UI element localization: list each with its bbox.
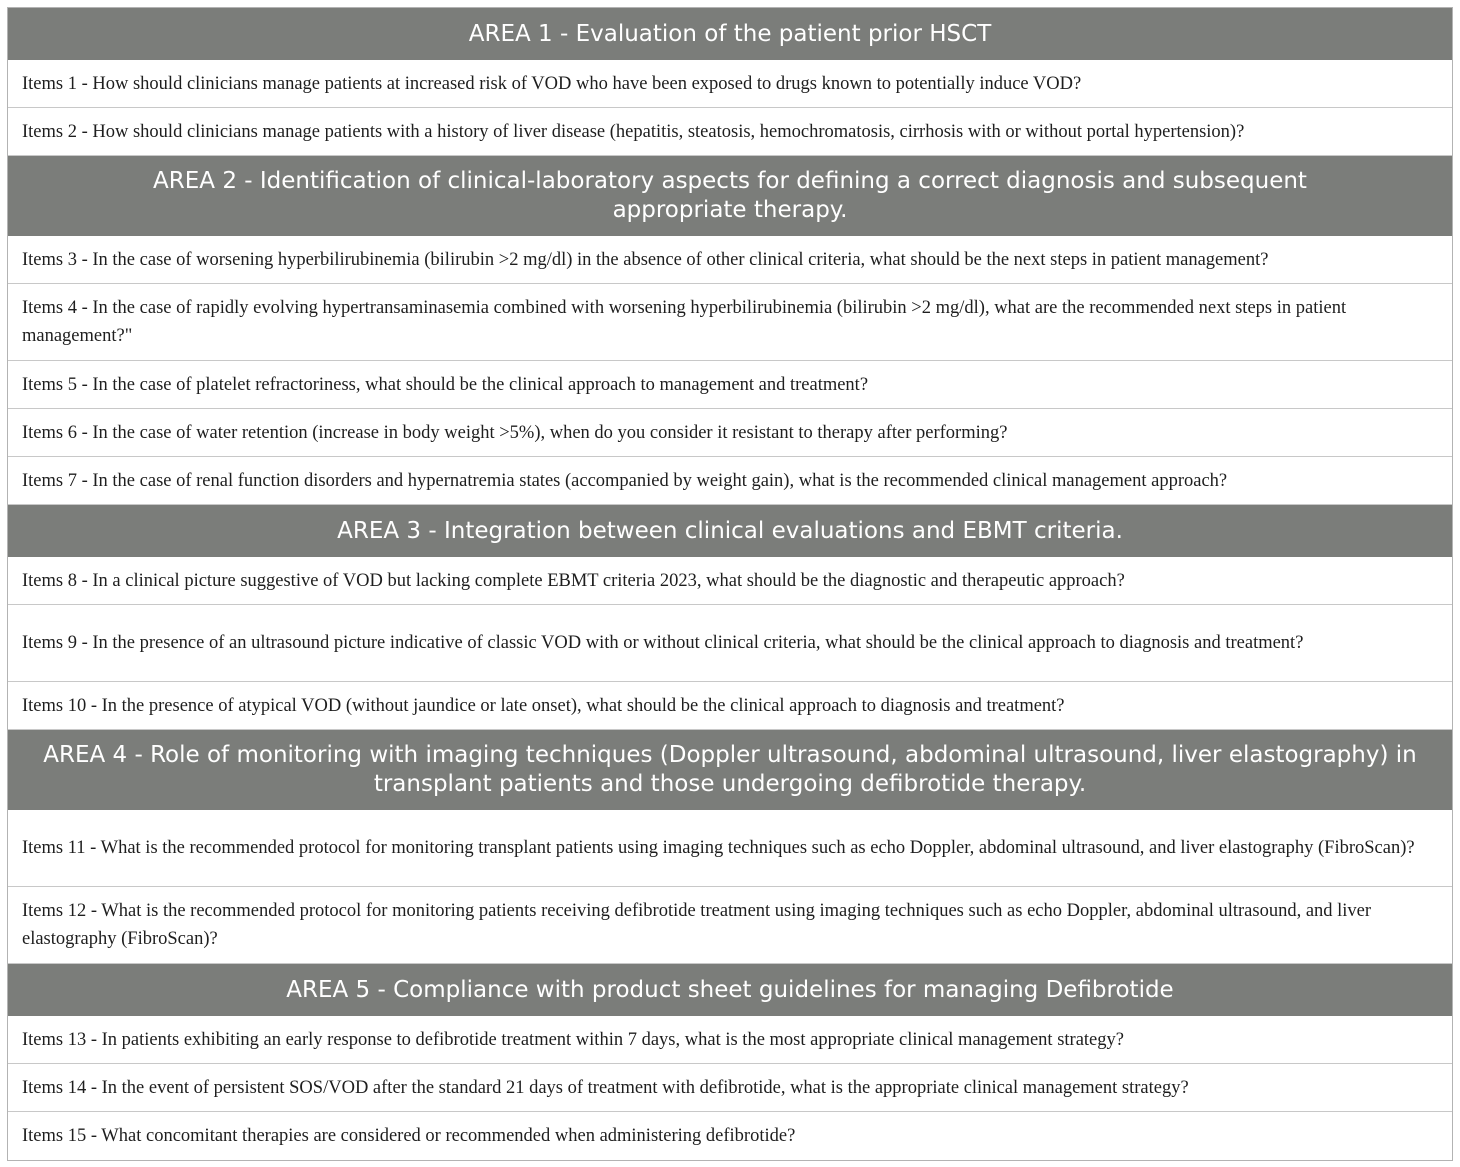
area-1-title: AREA 1 - Evaluation of the patient prior HSCT: [468, 20, 992, 47]
table-row: [8, 887, 1452, 964]
area-3-title: AREA 3 - Integration between clinical evaluations and EBMT criteria.: [337, 517, 1123, 544]
table-row: [8, 557, 1452, 605]
area-2-header: [8, 156, 1452, 236]
area-4-title: AREA 4 - Role of monitoring with imaging techniques (Doppler ultrasound, abdominal ultrasound, liver elastography) in transplant patients and those undergoing defibrotide therapy.: [43, 742, 1417, 797]
area-5-header: [8, 964, 1452, 1016]
area-2-title: AREA 2 - Identification of clinical-laboratory aspects for defining a correct diagnosis and subsequent appropriate therapy.: [153, 168, 1307, 223]
table-row: [8, 108, 1452, 156]
area-1-header: [8, 8, 1452, 60]
table-row: [8, 361, 1452, 409]
area-5-title: AREA 5 - Compliance with product sheet guidelines for managing Defibrotide: [286, 976, 1174, 1003]
item-2-text: Items 2 - How should clinicians manage patients with a history of liver disease (hepatitis, steatosis, hemochromatosis, cirrhosis with or without portal hypertension)?: [22, 121, 1245, 142]
table-row: [8, 457, 1452, 505]
table-row: [8, 284, 1452, 361]
item-14-text: Items 14 - In the event of persistent SOS/VOD after the standard 21 days of treatment with defibrotide, what is the appropriate clinical management strategy?: [22, 1077, 1189, 1098]
consensus-items-table: [7, 7, 1453, 1161]
table-row: [8, 682, 1452, 730]
item-5-text: Items 5 - In the case of platelet refractoriness, what should be the clinical approach to management and treatment?: [22, 374, 869, 395]
table-row: [8, 1112, 1452, 1160]
item-6-text: Items 6 - In the case of water retention (increase in body weight >5%), when do you consider it resistant to therapy after performing?: [22, 422, 1008, 443]
item-15-text: Items 15 - What concomitant therapies are considered or recommended when administering defibrotide?: [22, 1126, 796, 1146]
table-row: [8, 409, 1452, 457]
item-13-text: Items 13 - In patients exhibiting an early response to defibrotide treatment within 7 days, what is the most appropriate clinical management strategy?: [22, 1029, 1124, 1050]
item-8-text: Items 8 - In a clinical picture suggestive of VOD but lacking complete EBMT criteria 2023, what should be the diagnostic and therapeutic approach?: [22, 570, 1125, 591]
table-row: [8, 810, 1452, 887]
table-row: [8, 236, 1452, 284]
item-3-text: Items 3 - In the case of worsening hyperbilirubinemia (bilirubin >2 mg/dl) in the absence of other clinical criteria, what should be the next steps in patient management?: [22, 249, 1269, 270]
item-1-text: Items 1 - How should clinicians manage patients at increased risk of VOD who have been exposed to drugs known to potentially induce VOD?: [22, 73, 1082, 94]
table-row: [8, 1016, 1452, 1064]
item-10-text: Items 10 - In the presence of atypical VOD (without jaundice or late onset), what should be the clinical approach to diagnosis and treatment?: [22, 695, 1065, 716]
table-row: [8, 60, 1452, 108]
area-4-header: [8, 730, 1452, 810]
table-row: [8, 1064, 1452, 1112]
item-11-text: Items 11 - What is the recommended protocol for monitoring transplant patients using imaging techniques such as echo Doppler, abdominal ultrasound, and liver elastography (FibroScan)?: [22, 838, 1415, 858]
table-row: [8, 605, 1452, 682]
item-7-text: Items 7 - In the case of renal function disorders and hypernatremia states (accompanied by weight gain), what is the recommended clinical management approach?: [22, 470, 1228, 491]
item-4-text: Items 4 - In the case of rapidly evolving hypertransaminasemia combined with worsening hyperbilirubinemia (bilirubin >2 mg/dl), what are the recommended next steps in patient management?": [22, 298, 1347, 346]
area-3-header: [8, 505, 1452, 557]
item-12-text: Items 12 - What is the recommended protocol for monitoring patients receiving defibrotide treatment using imaging techniques such as echo Doppler, abdominal ultrasound, and liver elastography (FibroScan)?: [22, 901, 1372, 949]
item-9-text: Items 9 - In the presence of an ultrasound picture indicative of classic VOD with or without clinical criteria, what should be the clinical approach to diagnosis and treatment?: [22, 633, 1304, 653]
